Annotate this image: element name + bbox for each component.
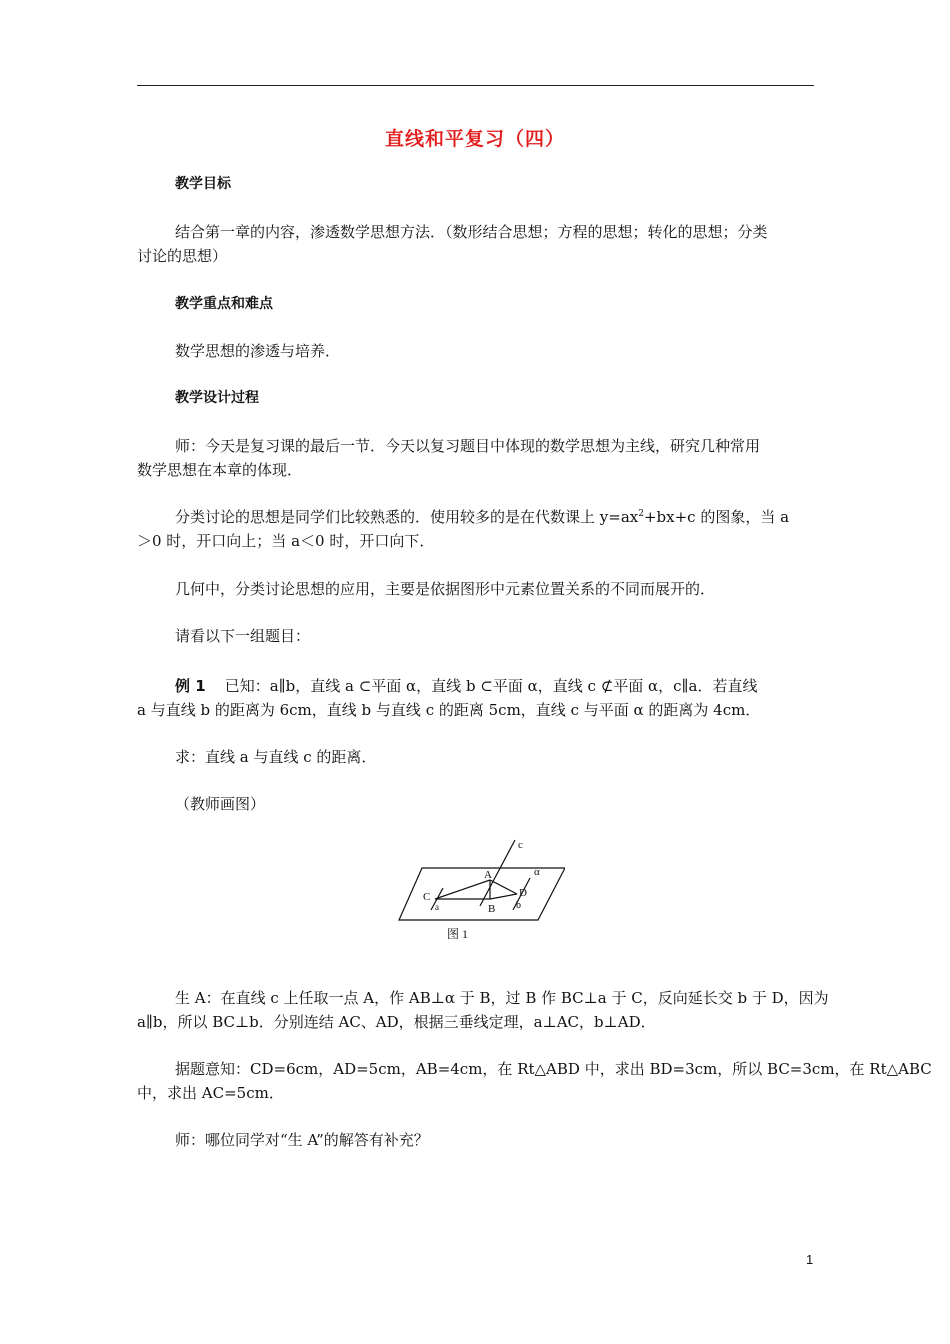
figure-caption: 图 1 [447,927,469,941]
geometry-figure [395,838,565,948]
example-label: 例 1 [175,677,206,695]
paragraph-2-line-2: ＞0 时，开口向上；当 a＜0 时，开口向下． [137,532,435,550]
goals-line-1: 结合第一章的内容，渗透数学思想方法．（数形结合思想；方程的思想；转化的思想；分类 [175,223,768,241]
label-B: B [488,903,496,915]
answer-b-line-1: 据题意知：CD=6cm，AD=5cm，AB=4cm，在 Rt△ABD 中，求出 BD=3cm，所以 BC=3cm，在 Rt△ABC [175,1060,932,1078]
example-1-line-2: a 与直线 b 的距离为 6cm，直线 b 与直线 c 的距离 5cm，直线 c 与平面 α 的距离为 4cm． [137,701,761,719]
teacher-draw-note: （教师画图） [175,795,266,813]
label-C: C [423,891,431,903]
page-number: 1 [806,1252,814,1267]
label-D: D [519,887,527,899]
label-b: b [516,900,521,911]
key-points-text: 数学思想的渗透与培养． [175,342,341,360]
paragraph-2-line-1: 分类讨论的思想是同学们比较熟悉的．使用较多的是在代数课上 $y=ax^2+bx+c$ 的图象，当 a [175,508,790,526]
segment-BD [490,894,517,899]
answer-a-line-1: 生 A：在直线 c 上任取一点 A，作 AB⊥α 于 B，过 B 作 BC⊥a 于 C，反向延长交 b 于 D，因为 [175,989,829,1007]
paragraph-1-line-1: 师：今天是复习课的最后一节．今天以复习题目中体现的数学思想为主线，研究几种常用 [175,437,761,455]
example-ask: 求：直线 a 与直线 c 的距离． [175,748,377,766]
header-rule [137,85,814,86]
paragraph-4: 请看以下一组题目： [175,627,311,645]
label-a: a [435,902,439,912]
heading-key-points: 教学重点和难点 [175,296,273,312]
label-alpha: α [534,866,540,878]
paragraph-3: 几何中，分类讨论思想的应用，主要是依据图形中元素位置关系的不同而展开的． [175,580,716,598]
page-title: 直线和平复习（四） [384,128,565,150]
answer-a-line-2: a∥b，所以 BC⊥b．分别连结 AC、AD，根据三垂线定理，a⊥AC，b⊥AD． [137,1013,656,1031]
teacher-question: 师：哪位同学对“生 A”的解答有补充？ [175,1131,429,1149]
label-A: A [484,869,492,881]
segment-AD [490,880,517,894]
paragraph-1-line-2: 数学思想在本章的体现． [137,461,303,479]
heading-process: 教学设计过程 [175,390,259,406]
label-c: c [518,839,523,851]
segment-CA [435,880,490,899]
answer-b-line-2: 中，求出 AC=5cm． [137,1084,284,1102]
goals-line-2: 讨论的思想） [137,247,228,265]
exponent: 2 [638,509,644,519]
example-1-line-1: 例 1 已知：a∥b，直线 a ⊂平面 α，直线 b ⊂平面 α，直线 c ⊄平面 α，c∥a．若直线 [175,677,758,695]
heading-goals: 教学目标 [175,176,231,192]
